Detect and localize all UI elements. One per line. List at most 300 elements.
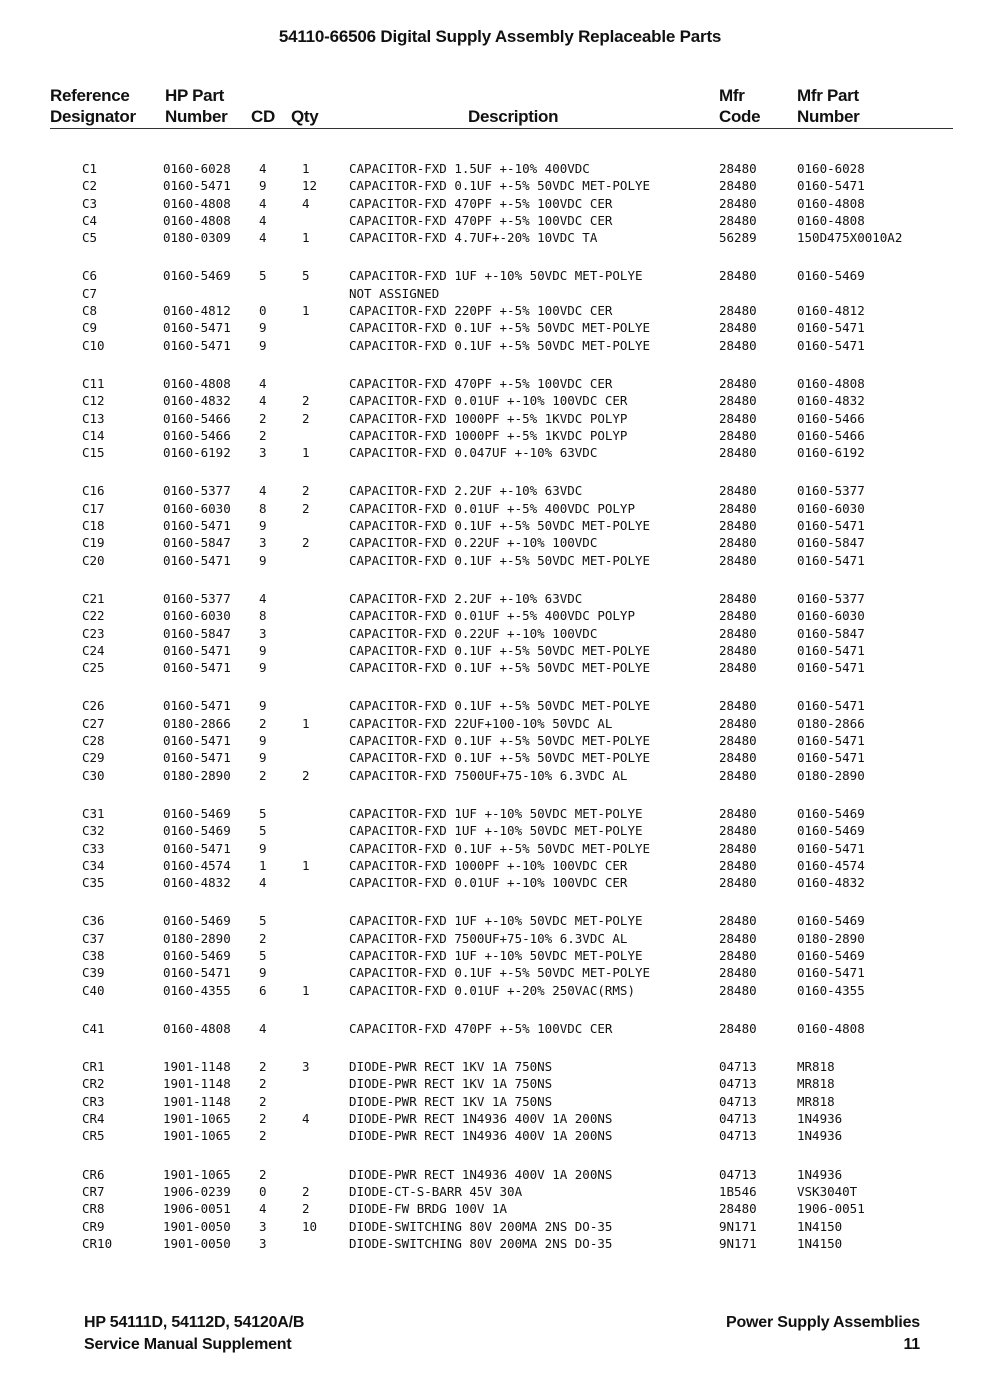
- mfr-part-number: 1N4936: [797, 1128, 843, 1144]
- part-group: [0, 912, 1000, 998]
- ref-designator: C23: [82, 625, 105, 641]
- table-row: [0, 444, 1000, 461]
- ref-designator: C24: [82, 642, 105, 658]
- mfr-code: 28480: [719, 393, 757, 409]
- quantity: 2: [302, 410, 310, 426]
- quantity: 1: [302, 857, 310, 873]
- description: CAPACITOR-FXD 0.1UF +-5% 50VDC MET-POLYE: [349, 660, 651, 676]
- mfr-part-number: 0160-4832: [797, 393, 865, 409]
- ref-designator: C3: [82, 195, 98, 211]
- ref-designator: C14: [82, 427, 105, 443]
- mfr-part-number: 0160-5847: [797, 535, 865, 551]
- mfr-part-number: 0160-5471: [797, 337, 865, 353]
- part-group: [0, 375, 1000, 461]
- parts-table: [0, 160, 1000, 1273]
- mfr-part-number: 0180-2890: [797, 767, 865, 783]
- description: CAPACITOR-FXD 0.1UF +-5% 50VDC MET-POLYE: [349, 750, 651, 766]
- check-digit: 9: [259, 750, 267, 766]
- table-row: [0, 1166, 1000, 1183]
- description: CAPACITOR-FXD 1UF +-10% 50VDC MET-POLYE: [349, 913, 643, 929]
- check-digit: 3: [259, 445, 267, 461]
- ref-designator: C38: [82, 947, 105, 963]
- description: CAPACITOR-FXD 0.1UF +-5% 50VDC MET-POLYE: [349, 178, 651, 194]
- description: CAPACITOR-FXD 7500UF+75-10% 6.3VDC AL: [349, 930, 628, 946]
- mfr-code: 28480: [719, 875, 757, 891]
- mfr-part-number: 0160-5847: [797, 625, 865, 641]
- header-reference-line2: Designator: [50, 107, 136, 126]
- hp-part-number: 1901-1065: [163, 1128, 231, 1144]
- table-row: [0, 857, 1000, 874]
- description: DIODE-SWITCHING 80V 200MA 2NS DO-35: [349, 1218, 613, 1234]
- header-mfr-part-line2: Number: [797, 107, 860, 126]
- check-digit: 4: [259, 483, 267, 499]
- mfr-part-number: 0160-6192: [797, 445, 865, 461]
- hp-part-number: 1901-1148: [163, 1093, 231, 1109]
- page-number: 11: [903, 1336, 920, 1353]
- description: CAPACITOR-FXD 0.1UF +-5% 50VDC MET-POLYE: [349, 320, 651, 336]
- description: CAPACITOR-FXD 4.7UF+-20% 10VDC TA: [349, 230, 598, 246]
- ref-designator: CR2: [82, 1076, 105, 1092]
- mfr-code: 28480: [719, 982, 757, 998]
- quantity: 12: [302, 178, 318, 194]
- hp-part-number: 0180-2890: [163, 767, 231, 783]
- ref-designator: C7: [82, 285, 98, 301]
- table-row: [0, 267, 1000, 284]
- hp-part-number: 0160-6028: [163, 161, 231, 176]
- quantity: 4: [302, 195, 310, 211]
- check-digit: 5: [259, 268, 267, 284]
- check-digit: 6: [259, 982, 267, 998]
- mfr-part-number: 0160-5471: [797, 178, 865, 194]
- description: CAPACITOR-FXD 220PF +-5% 100VDC CER: [349, 303, 613, 319]
- ref-designator: C13: [82, 410, 105, 426]
- table-row: [0, 767, 1000, 784]
- ref-designator: C6: [82, 268, 98, 284]
- check-digit: 9: [259, 178, 267, 194]
- mfr-code: 28480: [719, 715, 757, 731]
- mfr-code: 28480: [719, 303, 757, 319]
- check-digit: 4: [259, 1201, 267, 1217]
- mfr-part-number: 0160-4808: [797, 195, 865, 211]
- quantity: 10: [302, 1218, 318, 1234]
- mfr-code: 28480: [719, 698, 757, 714]
- hp-part-number: 0160-4808: [163, 375, 231, 391]
- check-digit: 1: [259, 857, 267, 873]
- quantity: 2: [302, 393, 310, 409]
- check-digit: 9: [259, 698, 267, 714]
- quantity: 2: [302, 483, 310, 499]
- quantity: 2: [302, 535, 310, 551]
- mfr-code: 28480: [719, 410, 757, 426]
- hp-part-number: 0160-5471: [163, 320, 231, 336]
- mfr-part-number: 1906-0051: [797, 1201, 865, 1217]
- ref-designator: C40: [82, 982, 105, 998]
- hp-part-number: 0160-4832: [163, 393, 231, 409]
- hp-part-number: 0160-5469: [163, 268, 231, 284]
- header-divider: [50, 128, 953, 129]
- check-digit: 8: [259, 608, 267, 624]
- header-mfr-part-number: [797, 85, 859, 127]
- check-digit: 4: [259, 212, 267, 228]
- ref-designator: CR6: [82, 1166, 105, 1182]
- header-reference-designator: [50, 85, 136, 127]
- table-row: [0, 642, 1000, 659]
- table-row: [0, 1110, 1000, 1127]
- table-row: [0, 1058, 1000, 1075]
- mfr-part-number: MR818: [797, 1059, 835, 1075]
- description: CAPACITOR-FXD 1000PF +-5% 1KVDC POLYP: [349, 410, 628, 426]
- description: CAPACITOR-FXD 1UF +-10% 50VDC MET-POLYE: [349, 947, 643, 963]
- ref-designator: C16: [82, 483, 105, 499]
- mfr-part-number: 0160-5471: [797, 965, 865, 981]
- mfr-code: 28480: [719, 642, 757, 658]
- header-mfr-code: [719, 85, 760, 127]
- hp-part-number: 0160-5471: [163, 552, 231, 568]
- mfr-part-number: 1N4936: [797, 1166, 843, 1182]
- ref-designator: CR3: [82, 1093, 105, 1109]
- ref-designator: C1: [82, 161, 98, 176]
- hp-part-number: 0160-5377: [163, 590, 231, 606]
- table-row: [0, 749, 1000, 766]
- description: CAPACITOR-FXD 7500UF+75-10% 6.3VDC AL: [349, 767, 628, 783]
- ref-designator: C33: [82, 840, 105, 856]
- mfr-code: 28480: [719, 212, 757, 228]
- quantity: 3: [302, 1059, 310, 1075]
- table-row: [0, 500, 1000, 517]
- quantity: 1: [302, 445, 310, 461]
- mfr-code: 28480: [719, 750, 757, 766]
- check-digit: 3: [259, 1235, 267, 1251]
- mfr-part-number: 0160-4832: [797, 875, 865, 891]
- table-row: [0, 285, 1000, 302]
- mfr-code: 28480: [719, 805, 757, 821]
- mfr-code: 28480: [719, 608, 757, 624]
- ref-designator: C22: [82, 608, 105, 624]
- hp-part-number: 0160-4574: [163, 857, 231, 873]
- hp-part-number: 0160-5469: [163, 805, 231, 821]
- part-group: [0, 697, 1000, 783]
- mfr-code: 28480: [719, 590, 757, 606]
- check-digit: 2: [259, 1166, 267, 1182]
- hp-part-number: 0160-5469: [163, 823, 231, 839]
- mfr-part-number: 0160-4808: [797, 1020, 865, 1036]
- mfr-code: 04713: [719, 1076, 757, 1092]
- description: NOT ASSIGNED: [349, 285, 440, 301]
- hp-part-number: 0160-5466: [163, 427, 231, 443]
- mfr-part-number: 0160-5471: [797, 518, 865, 534]
- ref-designator: C8: [82, 303, 98, 319]
- part-group: [0, 1166, 1000, 1252]
- mfr-code: 28480: [719, 483, 757, 499]
- ref-designator: C9: [82, 320, 98, 336]
- part-group: [0, 805, 1000, 891]
- table-row: [0, 534, 1000, 551]
- hp-part-number: 0160-4812: [163, 303, 231, 319]
- mfr-code: 28480: [719, 427, 757, 443]
- mfr-part-number: 0160-6030: [797, 500, 865, 516]
- mfr-part-number: 0160-5469: [797, 913, 865, 929]
- hp-part-number: 0160-4808: [163, 195, 231, 211]
- description: CAPACITOR-FXD 1000PF +-10% 100VDC CER: [349, 857, 628, 873]
- mfr-code: 9N171: [719, 1235, 757, 1251]
- mfr-code: 28480: [719, 445, 757, 461]
- table-row: [0, 964, 1000, 981]
- mfr-code: 28480: [719, 767, 757, 783]
- table-row: [0, 160, 1000, 177]
- mfr-code: 04713: [719, 1128, 757, 1144]
- table-row: [0, 410, 1000, 427]
- table-row: [0, 337, 1000, 354]
- ref-designator: C18: [82, 518, 105, 534]
- hp-part-number: 0160-5377: [163, 483, 231, 499]
- mfr-part-number: 0160-4812: [797, 303, 865, 319]
- check-digit: 9: [259, 320, 267, 336]
- description: CAPACITOR-FXD 470PF +-5% 100VDC CER: [349, 1020, 613, 1036]
- table-row: [0, 874, 1000, 891]
- mfr-part-number: 0160-6028: [797, 161, 865, 176]
- check-digit: 0: [259, 1183, 267, 1199]
- table-row: [0, 590, 1000, 607]
- hp-part-number: 0160-5471: [163, 642, 231, 658]
- table-row: [0, 302, 1000, 319]
- mfr-part-number: 0160-5471: [797, 642, 865, 658]
- footer-left: [84, 1312, 304, 1356]
- mfr-part-number: 0160-5377: [797, 590, 865, 606]
- check-digit: 9: [259, 965, 267, 981]
- hp-part-number: 0160-6192: [163, 445, 231, 461]
- ref-designator: C21: [82, 590, 105, 606]
- hp-part-number: 0160-4355: [163, 982, 231, 998]
- ref-designator: C30: [82, 767, 105, 783]
- check-digit: 2: [259, 930, 267, 946]
- mfr-part-number: 0160-5466: [797, 410, 865, 426]
- hp-part-number: 0160-5466: [163, 410, 231, 426]
- description: CAPACITOR-FXD 0.1UF +-5% 50VDC MET-POLYE: [349, 840, 651, 856]
- description: CAPACITOR-FXD 0.01UF +-5% 400VDC POLYP: [349, 608, 635, 624]
- header-qty: Qty: [291, 107, 319, 126]
- description: CAPACITOR-FXD 0.01UF +-10% 100VDC CER: [349, 875, 628, 891]
- quantity: 2: [302, 1201, 310, 1217]
- header-description: Description: [468, 107, 559, 126]
- description: CAPACITOR-FXD 0.22UF +-10% 100VDC: [349, 625, 598, 641]
- mfr-part-number: 0160-5469: [797, 805, 865, 821]
- description: CAPACITOR-FXD 1000PF +-5% 1KVDC POLYP: [349, 427, 628, 443]
- table-row: [0, 482, 1000, 499]
- description: CAPACITOR-FXD 22UF+100-10% 50VDC AL: [349, 715, 613, 731]
- ref-designator: C36: [82, 913, 105, 929]
- ref-designator: C10: [82, 337, 105, 353]
- description: DIODE-PWR RECT 1N4936 400V 1A 200NS: [349, 1111, 613, 1127]
- description: CAPACITOR-FXD 0.01UF +-5% 400VDC POLYP: [349, 500, 635, 516]
- mfr-code: 28480: [719, 1020, 757, 1036]
- mfr-part-number: 0160-5471: [797, 698, 865, 714]
- mfr-code: 9N171: [719, 1218, 757, 1234]
- hp-part-number: 0180-0309: [163, 230, 231, 246]
- ref-designator: C25: [82, 660, 105, 676]
- hp-part-number: 0160-5471: [163, 965, 231, 981]
- description: CAPACITOR-FXD 0.1UF +-5% 50VDC MET-POLYE: [349, 965, 651, 981]
- table-row: [0, 229, 1000, 246]
- hp-part-number: 1906-0051: [163, 1201, 231, 1217]
- table-row: [0, 552, 1000, 569]
- hp-part-number: 0160-4808: [163, 212, 231, 228]
- table-row: [0, 840, 1000, 857]
- mfr-code: 04713: [719, 1166, 757, 1182]
- ref-designator: C5: [82, 230, 98, 246]
- header-mfr-code-line2: Code: [719, 107, 761, 126]
- table-row: [0, 1235, 1000, 1252]
- hp-part-number: 0160-5471: [163, 733, 231, 749]
- mfr-code: 28480: [719, 930, 757, 946]
- mfr-code: 28480: [719, 500, 757, 516]
- table-row: [0, 1075, 1000, 1092]
- description: DIODE-PWR RECT 1N4936 400V 1A 200NS: [349, 1128, 613, 1144]
- check-digit: 9: [259, 660, 267, 676]
- mfr-part-number: 0160-5471: [797, 840, 865, 856]
- mfr-part-number: 0160-5377: [797, 483, 865, 499]
- description: CAPACITOR-FXD 1UF +-10% 50VDC MET-POLYE: [349, 823, 643, 839]
- check-digit: 9: [259, 642, 267, 658]
- mfr-part-number: 0160-5471: [797, 320, 865, 336]
- mfr-part-number: 1N4936: [797, 1111, 843, 1127]
- description: DIODE-PWR RECT 1KV 1A 750NS: [349, 1093, 553, 1109]
- hp-part-number: 0160-5471: [163, 518, 231, 534]
- footer-right: [726, 1312, 920, 1356]
- mfr-part-number: 0160-4574: [797, 857, 865, 873]
- mfr-part-number: MR818: [797, 1076, 835, 1092]
- mfr-code: 28480: [719, 660, 757, 676]
- ref-designator: CR9: [82, 1218, 105, 1234]
- mfr-code: 56289: [719, 230, 757, 246]
- footer-model-numbers: HP 54111D, 54112D, 54120A/B: [84, 1314, 305, 1331]
- quantity: 5: [302, 268, 310, 284]
- ref-designator: C4: [82, 212, 98, 228]
- description: CAPACITOR-FXD 470PF +-5% 100VDC CER: [349, 375, 613, 391]
- mfr-part-number: 0160-4808: [797, 212, 865, 228]
- check-digit: 2: [259, 1128, 267, 1144]
- hp-part-number: 1901-1065: [163, 1111, 231, 1127]
- ref-designator: C31: [82, 805, 105, 821]
- check-digit: 4: [259, 375, 267, 391]
- check-digit: 9: [259, 840, 267, 856]
- table-row: [0, 1218, 1000, 1235]
- description: CAPACITOR-FXD 1.5UF +-10% 400VDC: [349, 161, 590, 176]
- hp-part-number: 0160-5469: [163, 913, 231, 929]
- ref-designator: C15: [82, 445, 105, 461]
- part-group: [0, 590, 1000, 676]
- hp-part-number: 0160-5469: [163, 947, 231, 963]
- ref-designator: C35: [82, 875, 105, 891]
- mfr-code: 28480: [719, 913, 757, 929]
- ref-designator: CR10: [82, 1235, 113, 1251]
- mfr-code: 28480: [719, 375, 757, 391]
- table-row: [0, 822, 1000, 839]
- mfr-part-number: 0160-4355: [797, 982, 865, 998]
- table-row: [0, 375, 1000, 392]
- description: CAPACITOR-FXD 0.1UF +-5% 50VDC MET-POLYE: [349, 698, 651, 714]
- hp-part-number: 1901-0050: [163, 1218, 231, 1234]
- table-row: [0, 732, 1000, 749]
- check-digit: 2: [259, 715, 267, 731]
- check-digit: 5: [259, 947, 267, 963]
- hp-part-number: 1901-0050: [163, 1235, 231, 1251]
- mfr-part-number: 0160-5471: [797, 733, 865, 749]
- hp-part-number: 0180-2890: [163, 930, 231, 946]
- check-digit: 2: [259, 1093, 267, 1109]
- ref-designator: CR7: [82, 1183, 105, 1199]
- description: DIODE-CT-S-BARR 45V 30A: [349, 1183, 523, 1199]
- description: DIODE-SWITCHING 80V 200MA 2NS DO-35: [349, 1235, 613, 1251]
- description: CAPACITOR-FXD 0.1UF +-5% 50VDC MET-POLYE: [349, 733, 651, 749]
- footer-manual-name: Service Manual Supplement: [84, 1336, 292, 1353]
- footer-section-name: Power Supply Assemblies: [726, 1314, 920, 1331]
- mfr-part-number: 0160-5471: [797, 750, 865, 766]
- description: CAPACITOR-FXD 0.22UF +-10% 100VDC: [349, 535, 598, 551]
- ref-designator: C28: [82, 733, 105, 749]
- check-digit: 3: [259, 1218, 267, 1234]
- hp-part-number: 0160-5471: [163, 337, 231, 353]
- table-row: [0, 392, 1000, 409]
- mfr-part-number: 0160-5466: [797, 427, 865, 443]
- check-digit: 3: [259, 625, 267, 641]
- check-digit: 4: [259, 195, 267, 211]
- description: DIODE-PWR RECT 1KV 1A 750NS: [349, 1076, 553, 1092]
- description: CAPACITOR-FXD 470PF +-5% 100VDC CER: [349, 212, 613, 228]
- mfr-code: 04713: [719, 1059, 757, 1075]
- description: CAPACITOR-FXD 0.1UF +-5% 50VDC MET-POLYE: [349, 552, 651, 568]
- ref-designator: C32: [82, 823, 105, 839]
- mfr-code: 28480: [719, 337, 757, 353]
- table-row: [0, 625, 1000, 642]
- table-row: [0, 319, 1000, 336]
- check-digit: 0: [259, 303, 267, 319]
- table-row: [0, 517, 1000, 534]
- quantity: 1: [302, 982, 310, 998]
- table-row: [0, 1020, 1000, 1037]
- mfr-part-number: 0160-5471: [797, 660, 865, 676]
- ref-designator: CR1: [82, 1059, 105, 1075]
- check-digit: 3: [259, 535, 267, 551]
- hp-part-number: 0160-5471: [163, 750, 231, 766]
- ref-designator: C34: [82, 857, 105, 873]
- ref-designator: C12: [82, 393, 105, 409]
- ref-designator: CR8: [82, 1201, 105, 1217]
- description: CAPACITOR-FXD 1UF +-10% 50VDC MET-POLYE: [349, 805, 643, 821]
- hp-part-number: 1906-0239: [163, 1183, 231, 1199]
- table-row: [0, 1127, 1000, 1144]
- mfr-part-number: 0160-4808: [797, 375, 865, 391]
- quantity: 2: [302, 500, 310, 516]
- table-row: [0, 697, 1000, 714]
- quantity: 1: [302, 303, 310, 319]
- check-digit: 4: [259, 875, 267, 891]
- mfr-part-number: 0160-5469: [797, 947, 865, 963]
- part-group: [0, 482, 1000, 568]
- description: CAPACITOR-FXD 0.047UF +-10% 63VDC: [349, 445, 598, 461]
- check-digit: 2: [259, 1111, 267, 1127]
- description: DIODE-FW BRDG 100V 1A: [349, 1201, 508, 1217]
- table-row: [0, 982, 1000, 999]
- header-mfr-part-line1: Mfr Part: [797, 86, 859, 105]
- table-row: [0, 177, 1000, 194]
- description: CAPACITOR-FXD 2.2UF +-10% 63VDC: [349, 590, 583, 606]
- mfr-code: 28480: [719, 535, 757, 551]
- ref-designator: CR4: [82, 1111, 105, 1127]
- mfr-code: 28480: [719, 518, 757, 534]
- part-group: [0, 267, 1000, 353]
- mfr-part-number: 1N4150: [797, 1235, 843, 1251]
- mfr-part-number: VSK3040T: [797, 1183, 858, 1199]
